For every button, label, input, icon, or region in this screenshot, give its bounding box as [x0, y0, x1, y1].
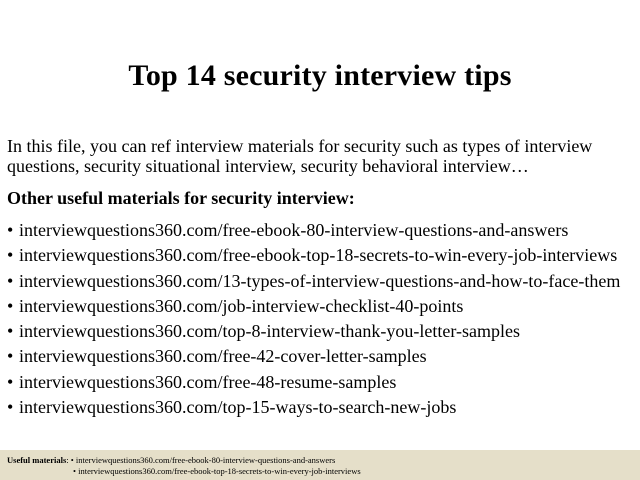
footer-separator: : — [66, 455, 71, 465]
material-link[interactable]: interviewquestions360.com/free-ebook-80-interview-questions-and-answers — [19, 220, 569, 240]
footer-bar — [0, 450, 640, 480]
footer-link[interactable]: interviewquestions360.com/free-ebook-80-interview-questions-and-answers — [75, 455, 336, 465]
intro-paragraph: In this file, you can ref interview materials for security such as types of interview questions, security situational interview, security behavioral interview… — [7, 136, 593, 176]
material-link[interactable]: interviewquestions360.com/free-48-resume-samples — [19, 371, 397, 392]
list-item — [7, 269, 620, 294]
list-item — [7, 395, 620, 420]
bullet-icon: • — [7, 346, 14, 367]
material-link[interactable]: interviewquestions360.com/13-types-of-interview-questions-and-how-to-face-them — [19, 270, 621, 291]
material-link[interactable]: interviewquestions360.com/free-42-cover-letter-samples — [19, 346, 427, 367]
bullet-icon: • — [7, 321, 14, 342]
footer-link[interactable]: interviewquestions360.com/free-ebook-top-18-secrets-to-win-every-job-interviews — [78, 466, 361, 476]
footer-label: Useful materials — [7, 455, 67, 465]
bullet-icon: • — [7, 397, 14, 418]
list-item — [7, 243, 620, 268]
bullet-icon: • — [7, 270, 14, 291]
material-link[interactable]: interviewquestions360.com/top-8-interview-thank-you-letter-samples — [19, 321, 521, 342]
section-heading: Other useful materials for security interview: — [7, 188, 355, 208]
footer-row — [73, 465, 361, 477]
materials-link-list — [7, 218, 620, 420]
bullet-icon: • — [70, 455, 74, 465]
material-link[interactable]: interviewquestions360.com/top-15-ways-to-search-new-jobs — [19, 397, 457, 418]
list-item — [7, 218, 620, 243]
bullet-icon: • — [7, 245, 14, 266]
bullet-icon: • — [7, 371, 14, 392]
list-item — [7, 319, 620, 344]
list-item — [7, 294, 620, 319]
list-item — [7, 344, 620, 369]
material-link[interactable]: interviewquestions360.com/job-interview-checklist-40-points — [19, 295, 464, 316]
list-item — [7, 370, 620, 395]
bullet-icon: • — [7, 295, 14, 316]
material-link[interactable]: interviewquestions360.com/free-ebook-top-18-secrets-to-win-every-job-interviews — [19, 245, 618, 266]
page-title: Top 14 security interview tips — [128, 59, 512, 92]
bullet-icon: • — [73, 466, 76, 476]
bullet-icon: • — [7, 220, 14, 240]
